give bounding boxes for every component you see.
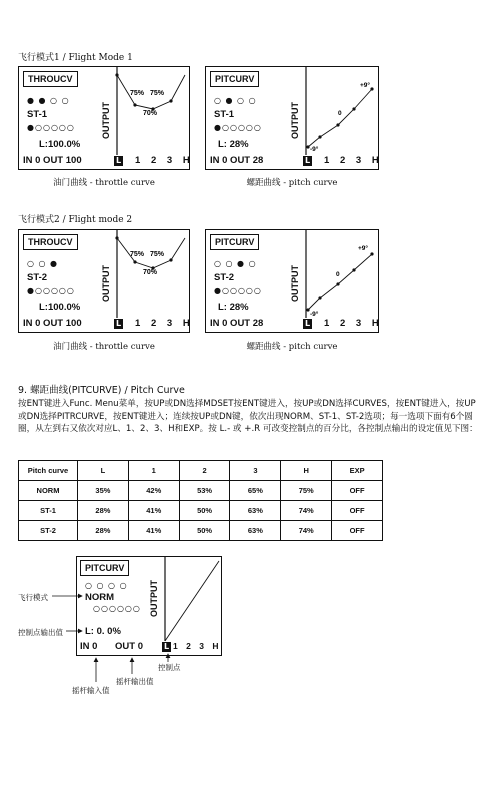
curve-label: +9° [358, 245, 369, 252]
annotation-control-point-output: 控制点输出值 [18, 628, 63, 637]
throttle-caption-1: 油门曲线 - throttle curve [53, 178, 155, 188]
mode-label: ST-1 [27, 109, 48, 120]
section9-title: 9. 螺距曲线(PITCURVE) / Pitch Curve [18, 385, 185, 396]
axis-ticks: 1 2 3 H [135, 318, 190, 329]
pitch-caption-1: 螺距曲线 - pitch curve [246, 178, 338, 188]
throttle-caption-2: 油门曲线 - throttle curve [53, 342, 155, 352]
in-out-footer: IN 0 OUT 100 [23, 155, 82, 166]
curve-label: 70% [143, 269, 158, 276]
pitch-curve-graph [302, 67, 378, 169]
table-cell: 28% [78, 501, 129, 521]
table-header: H [281, 461, 332, 481]
value-label: L: 0. 0% [85, 626, 121, 637]
value-label: L:100.0% [39, 139, 81, 150]
curve-label: 0 [338, 110, 342, 117]
tick-l-box: L [115, 156, 122, 165]
throttle-curve-graph [113, 230, 189, 332]
tick-l-box: L [115, 319, 122, 328]
axis-ticks: 1 2 3 H [324, 155, 379, 166]
curve-label: -9° [310, 311, 319, 318]
mode-dots: ● ● ○ ○ [27, 96, 70, 105]
mode1-pitch-panel [205, 66, 379, 170]
output-axis-label: OUTPUT [149, 580, 159, 617]
table-row [19, 481, 383, 501]
mode2-heading: 飞行模式2 / Flight mode 2 [18, 215, 133, 225]
panel-tag: PITCURV [80, 560, 129, 576]
curve-label: +9° [360, 82, 371, 89]
output-axis-label: OUTPUT [101, 265, 111, 302]
table-header: L [78, 461, 129, 481]
table-cell: 74% [281, 501, 332, 521]
table-header: 1 [128, 461, 179, 481]
mode2-pitch-panel [205, 229, 379, 333]
mode-dots: ○ ● ○ ○ [214, 96, 257, 105]
out-value: OUT 0 [115, 641, 143, 652]
tick-l-box: L [304, 319, 311, 328]
mode-label: ST-2 [214, 272, 235, 283]
curve-label: -9° [310, 146, 319, 153]
mode1-throttle-panel [18, 66, 190, 170]
value-label: L: 28% [218, 139, 249, 150]
table-header-row [19, 461, 383, 481]
table-cell: 28% [78, 521, 129, 541]
output-axis-label: OUTPUT [101, 102, 111, 139]
table-header: 2 [179, 461, 230, 481]
mode-dots: ○ ○ ● ○ [214, 259, 257, 268]
annotation-flight-mode: 飞行模式 [18, 593, 48, 602]
curve-label: 75% [130, 251, 145, 258]
panel-tag: PITCURV [210, 71, 259, 87]
table-cell: 53% [179, 481, 230, 501]
table-row [19, 501, 383, 521]
in-out-footer: IN 0 OUT 100 [23, 318, 82, 329]
panel-tag: THROUCV [23, 71, 78, 87]
curve-label: 75% [150, 90, 165, 97]
table-cell: 41% [128, 521, 179, 541]
panel-tag: THROUCV [23, 234, 78, 250]
table-cell: 74% [281, 521, 332, 541]
table-header: EXP [332, 461, 383, 481]
annotation-stick-input: 摇杆输入值 [72, 686, 110, 695]
table-cell: ST-2 [19, 521, 78, 541]
pitch-caption-2: 螺距曲线 - pitch curve [246, 342, 338, 352]
in-out-footer: IN 0 OUT 28 [210, 155, 264, 166]
axis-ticks: 1 2 3 H [324, 318, 379, 329]
output-axis-label: OUTPUT [290, 265, 300, 302]
table-cell: 50% [179, 521, 230, 541]
table-cell: OFF [332, 481, 383, 501]
mode-label: ST-2 [27, 272, 48, 283]
mode-dots: ○ ○ ○ ○ [85, 581, 128, 590]
table-cell: 50% [179, 501, 230, 521]
table-cell: 63% [230, 521, 281, 541]
section9-body: 按ENT键进入Func. Menu菜单，按UP或DN选择MDSET按ENT键进入，按UP或DN选择CURVES，按ENT键进入，按UP或DN选择PITRCURVE，按ENT键进入；连续按UP或DN键，依次出现NORM、ST-1、ST-2选项；每一选项下面有6个圆圈，从左到右又依次对应L、1、2、3、H和EXP。按 L.- 或 +.R 可改变控制点的百分比，各控制点输出的设定值见下图： [18, 399, 478, 434]
point-dots: ●○○○○○ [214, 286, 262, 295]
output-axis-label: OUTPUT [290, 102, 300, 139]
pitch-curve-table [18, 460, 383, 541]
in-out-footer: IN 0 OUT 28 [210, 318, 264, 329]
table-header: Pitch curve [19, 461, 78, 481]
value-label: L:100.0% [39, 302, 81, 313]
table-row [19, 521, 383, 541]
point-dots: ●○○○○○ [27, 123, 75, 132]
table-cell: 42% [128, 481, 179, 501]
tick-l-box: L [304, 156, 311, 165]
table-cell: ST-1 [19, 501, 78, 521]
table-cell: OFF [332, 521, 383, 541]
annotation-stick-output: 摇杆输出值 [116, 677, 154, 686]
point-dots: ●○○○○○ [214, 123, 262, 132]
panel-tag: PITCURV [210, 234, 259, 250]
curve-label: 70% [143, 110, 158, 117]
point-dots: ●○○○○○ [27, 286, 75, 295]
point-dots: ○○○○○○ [93, 604, 141, 613]
mode1-heading: 飞行模式1 / Flight Mode 1 [18, 53, 133, 63]
curve-label: 0 [336, 271, 340, 278]
mode2-throttle-panel [18, 229, 190, 333]
tick-l-box: L [163, 642, 170, 651]
mode-dots: ○ ○ ● [27, 259, 59, 268]
table-cell: 65% [230, 481, 281, 501]
annotation-control-point: 控制点 [158, 663, 181, 672]
table-cell: 75% [281, 481, 332, 501]
curve-label: 75% [150, 251, 165, 258]
throttle-curve-graph [113, 67, 189, 169]
axis-ticks: 1 2 3 H [135, 155, 190, 166]
table-cell: 41% [128, 501, 179, 521]
table-cell: OFF [332, 501, 383, 521]
table-cell: 35% [78, 481, 129, 501]
table-cell: 63% [230, 501, 281, 521]
axis-ticks: 1 2 3 H [173, 641, 219, 651]
value-label: L: 28% [218, 302, 249, 313]
in-value: IN 0 [80, 641, 98, 652]
table-header: 3 [230, 461, 281, 481]
table-cell: NORM [19, 481, 78, 501]
mode-label: NORM [85, 592, 115, 603]
curve-label: 75% [130, 90, 145, 97]
mode-label: ST-1 [214, 109, 235, 120]
pitch-curve-graph [302, 230, 378, 332]
